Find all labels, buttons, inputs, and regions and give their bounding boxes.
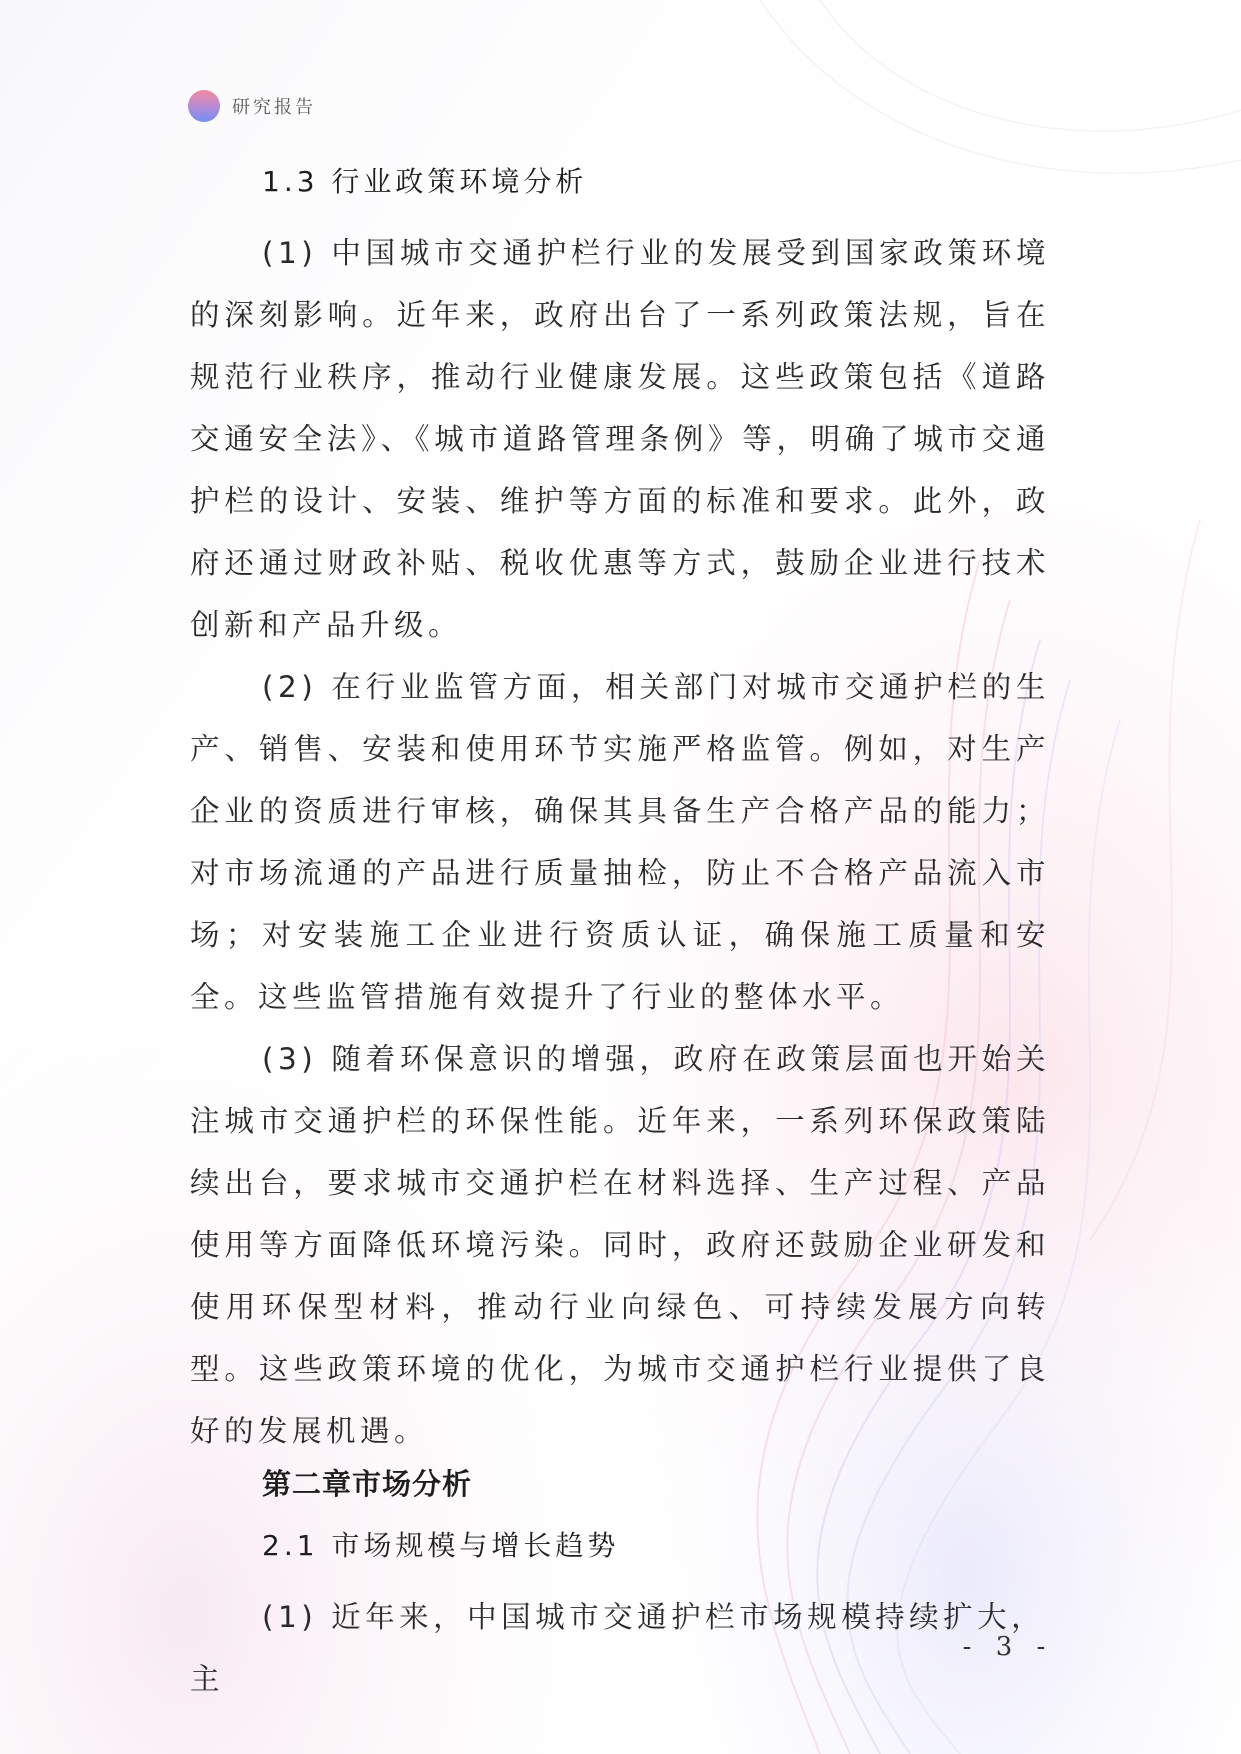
paragraph-1-3-3: (3) 随着环保意识的增强，政府在政策层面也开始关注城市交通护栏的环保性能。近年来，一系列环保政策陆续出台，要求城市交通护栏在材料选择、生产过程、产品使用等方面降低环境污染。同时，政府还鼓励企业研发和使用环保型材料，推动行业向绿色、可持续发展方向转型。这些政策环境的优化，为城市交通护栏行业提供了良好的发展机遇。 (190, 1042, 1050, 1448)
report-logo-icon (188, 90, 220, 122)
chapter-heading-2: 第二章市场分析 (262, 1467, 473, 1501)
paragraph-1-3-2: (2) 在行业监管方面，相关部门对城市交通护栏的生产、销售、安装和使用环节实施严格监管。例如，对生产企业的资质进行审核，确保其具备生产合格产品的能力；对市场流通的产品进行质量抽检，防止不合格产品流入市场；对安装施工企业进行资质认证，确保施工质量和安全。这些监管措施有效提升了行业的整体水平。 (190, 670, 1050, 1014)
section-heading-1-3: 1.3 行业政策环境分析 (262, 165, 588, 198)
document-body (190, 160, 1050, 1710)
paragraph-1-3-1: (1) 中国城市交通护栏行业的发展受到国家政策环境的深刻影响。近年来，政府出台了一系列政策法规，旨在规范行业秩序，推动行业健康发展。这些政策包括《道路交通安全法》、《城市道路管理条例》等，明确了城市交通护栏的设计、安装、维护等方面的标准和要求。此外，政府还通过财政补贴、税收优惠等方式，鼓励企业进行技术创新和产品升级。 (190, 236, 1050, 642)
header-title: 研究报告 (232, 97, 316, 118)
report-header (188, 88, 316, 124)
section-heading-2-1: 2.1 市场规模与增长趋势 (262, 1529, 620, 1562)
paragraph-2-1-1: (1) 近年来，中国城市交通护栏市场规模持续扩大，主 (190, 1600, 1046, 1696)
page-number: - 3 - (962, 1632, 1054, 1662)
